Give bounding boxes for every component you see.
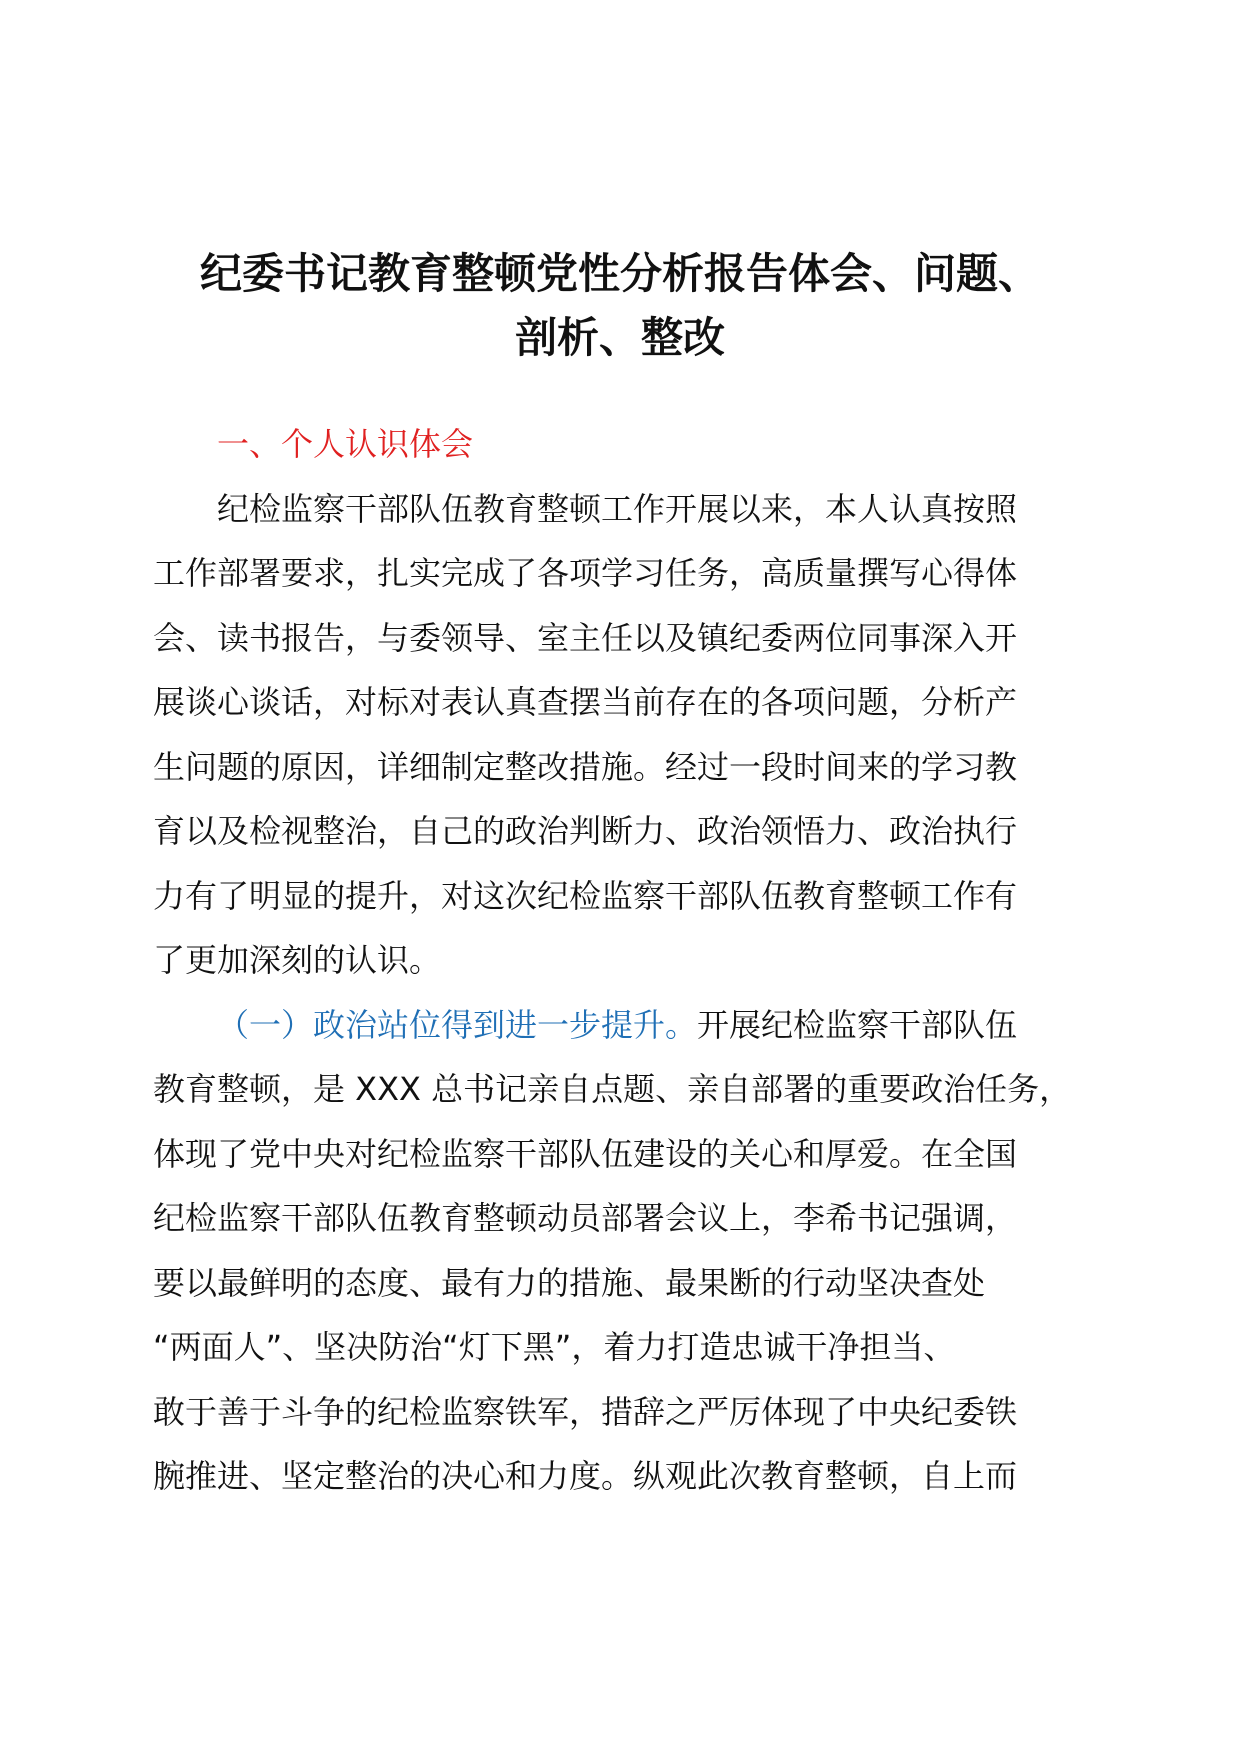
paragraph-line: “两面人”、坚决防治“灯下黑”，着力打造忠诚干净担当、 <box>153 1328 956 1366</box>
title-line-1: 纪委书记教育整顿党性分析报告体会、问题、 <box>199 249 1040 298</box>
paragraph-line: 纪检监察干部队伍教育整顿动员部署会议上，李希书记强调， <box>153 1199 1018 1237</box>
paragraph-line: 要以最鲜明的态度、最有力的措施、最果断的行动坚决查处 <box>153 1263 986 1302</box>
paragraph-line: 纪检监察干部队伍教育整顿工作开展以来，本人认真按照 <box>217 489 1018 528</box>
subsection-heading: （一）政治站位得到进一步提升。 <box>217 1005 698 1044</box>
paragraph-line: 腕推进、坚定整治的决心和力度。纵观此次教育整顿，自上而 <box>153 1457 1018 1495</box>
paragraph-line: 生问题的原因，详细制定整改措施。经过一段时间来的学习教 <box>153 747 1018 786</box>
subsection-first-line <box>153 993 1087 1058</box>
paragraph-line: 敢于善于斗争的纪检监察铁军，措辞之严厉体现了中央纪委铁 <box>153 1392 1018 1431</box>
paragraph-line: 展谈心谈话，对标对表认真查摆当前存在的各项问题，分析产 <box>153 683 1018 721</box>
paragraph-line: 力有了明显的提升，对这次纪检监察干部队伍教育整顿工作有 <box>153 876 1018 915</box>
paragraph-line: 育以及检视整治，自己的政治判断力、政治领悟力、政治执行 <box>153 812 1018 850</box>
title-line-2: 剖析、整改 <box>514 313 725 362</box>
document-title <box>140 242 1100 370</box>
paragraph-line: 了更加深刻的认识。 <box>153 941 442 979</box>
paragraph-line: 工作部署要求，扎实完成了各项学习任务，高质量撰写心得体 <box>153 554 1018 592</box>
paragraph-line: 会、读书报告，与委领导、室主任以及镇纪委两位同事深入开 <box>153 618 1018 657</box>
subsection-first-text: 开展纪检监察干部队伍 <box>697 1005 1018 1044</box>
section-heading: 一、个人认识体会 <box>217 425 474 463</box>
paragraph-line: 教育整顿，是 XXX 总书记亲自点题、亲自部署的重要政治任务， <box>153 1070 1072 1108</box>
document-body <box>153 412 1087 1509</box>
paragraph-line: 体现了党中央对纪检监察干部队伍建设的关心和厚爱。在全国 <box>153 1134 1018 1173</box>
